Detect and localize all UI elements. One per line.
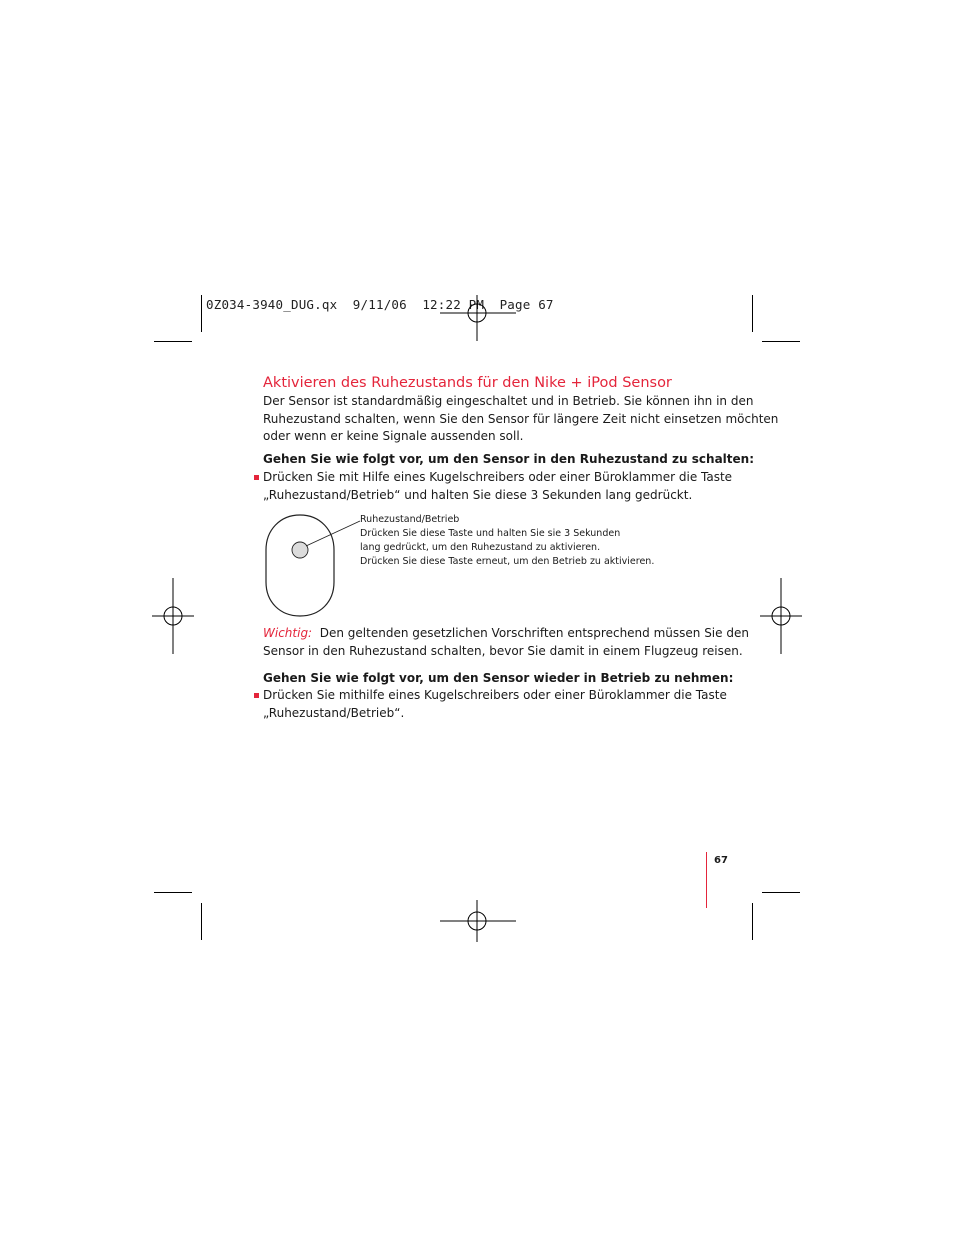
step1-title: Gehen Sie wie folgt vor, um den Sensor in den Ruhezustand zu schalten: <box>263 452 754 466</box>
bullet-marker <box>254 693 259 698</box>
step1-line: „Ruhezustand/Betrieb“ und halten Sie diese 3 Sekunden lang gedrückt. <box>263 487 693 502</box>
intro-line: oder wenn er keine Signale aussenden soll. <box>263 429 524 443</box>
crop-mark <box>762 341 800 342</box>
page-number-bar <box>706 852 707 908</box>
note-label: Wichtig: <box>263 626 313 640</box>
crop-mark <box>201 903 202 940</box>
registration-mark-left <box>152 578 194 654</box>
crop-mark <box>752 295 753 332</box>
section-heading: Aktivieren des Ruhezustands für den Nike + iPod Sensor <box>263 375 672 391</box>
registration-mark-top <box>440 295 516 341</box>
step2-line: „Ruhezustand/Betrieb“. <box>263 705 405 720</box>
caption-line: lang gedrückt, um den Ruhezustand zu aktivieren. <box>360 542 601 553</box>
print-slug: 0Z034-3940_DUG.qx 9/11/06 12:22 PM Page 67 <box>206 297 554 312</box>
caption-line: Drücken Sie diese Taste erneut, um den Betrieb zu aktivieren. <box>360 556 655 567</box>
crop-mark <box>752 903 753 940</box>
crop-mark <box>154 341 192 342</box>
sensor-body <box>266 515 334 616</box>
sensor-illustration <box>260 510 370 622</box>
crop-mark <box>154 892 192 893</box>
caption-line: Drücken Sie diese Taste und halten Sie sie 3 Sekunden <box>360 528 621 539</box>
page-number: 67 <box>714 855 728 866</box>
note-text: Sensor in den Ruhezustand schalten, bevor Sie damit in einem Flugzeug reisen. <box>263 643 743 658</box>
important-note <box>263 625 749 660</box>
registration-mark-right <box>760 578 802 654</box>
step1-bullet-text <box>263 469 732 504</box>
caption-title: Ruhezustand/Betrieb <box>360 514 460 525</box>
intro-line: Ruhezustand schalten, wenn Sie den Sensor für längere Zeit nicht einsetzen möchten <box>263 411 779 426</box>
registration-mark-bottom <box>440 900 516 942</box>
step2-bullet-text <box>263 687 727 722</box>
note-text: Den geltenden gesetzlichen Vorschriften entsprechend müssen Sie den <box>319 626 749 640</box>
crop-mark <box>201 295 202 332</box>
crop-mark <box>762 892 800 893</box>
sleep-wake-button-icon <box>292 542 308 558</box>
step1-line: Drücken Sie mit Hilfe eines Kugelschreibers oder einer Büroklammer die Taste <box>263 470 733 484</box>
step2-title: Gehen Sie wie folgt vor, um den Sensor wieder in Betrieb zu nehmen: <box>263 671 734 685</box>
step2-line: Drücken Sie mithilfe eines Kugelschreibers oder einer Büroklammer die Taste <box>263 688 727 702</box>
intro-paragraph <box>263 393 778 446</box>
illustration-caption <box>360 513 654 569</box>
bullet-marker <box>254 475 259 480</box>
intro-line: Der Sensor ist standardmäßig eingeschaltet und in Betrieb. Sie können ihn in den <box>263 394 754 408</box>
